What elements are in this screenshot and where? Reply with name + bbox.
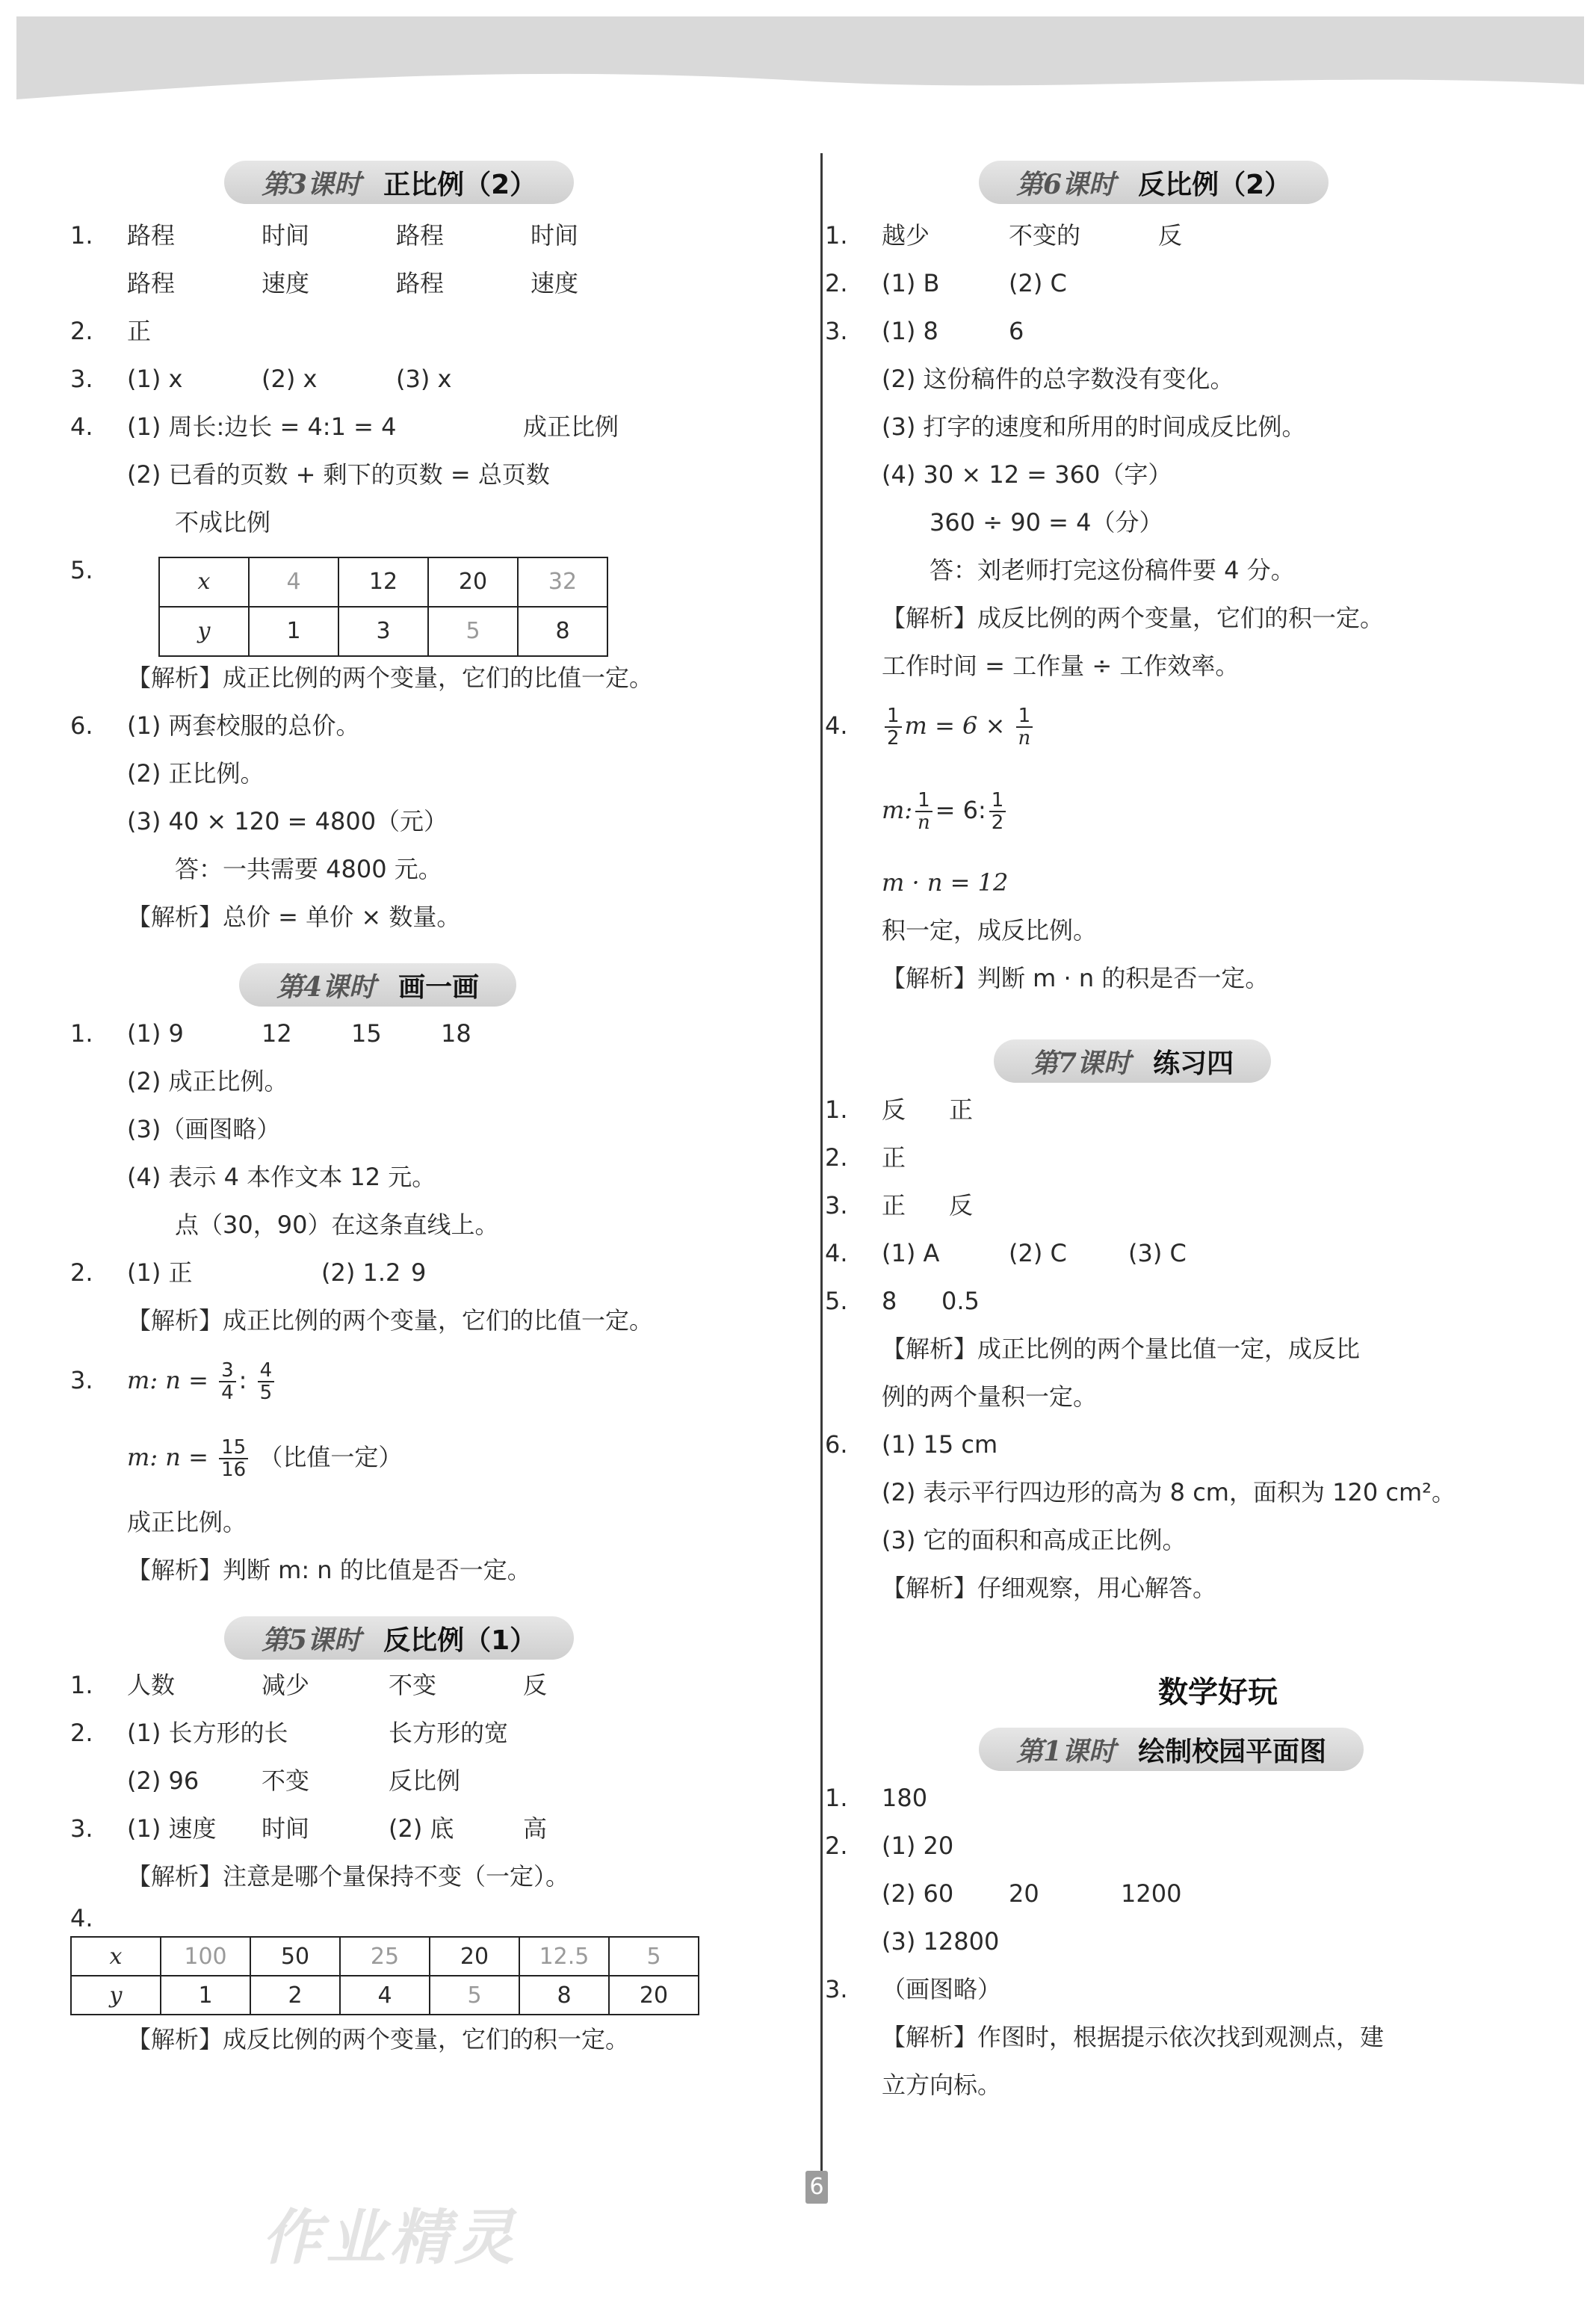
question-number: 1.: [70, 1671, 93, 1699]
answer-text: 答：一共需要 4800 元。: [175, 855, 442, 883]
question-number: 2.: [70, 1719, 93, 1747]
answer-text: 反: [1158, 221, 1183, 250]
answer-line: [882, 498, 1554, 546]
explanation-text: 【解析】成正比例的两个变量，它们的比值一定。: [127, 664, 654, 692]
value-table: [70, 1936, 699, 2015]
question-number: 2.: [70, 317, 93, 345]
answer-text: 速度: [262, 269, 310, 297]
answer-line: [825, 211, 1554, 259]
table-cell: x: [159, 557, 249, 607]
explanation: [127, 1296, 799, 1344]
answer-line: [825, 1086, 1554, 1134]
answer-text: 高: [523, 1814, 548, 1843]
answer-text: 12: [262, 1019, 292, 1048]
lesson-header: [994, 1039, 1271, 1083]
explanation-text: 【解析】作图时，根据提示依次找到观测点，建: [882, 2023, 1385, 2051]
explanation-text: 【解析】成正比例的两个变量，它们的比值一定。: [127, 1306, 654, 1335]
answer-text: (1) x: [127, 365, 183, 393]
answer-text: (1) 两套校服的总价。: [127, 711, 360, 740]
answer-text: 路程: [127, 269, 176, 297]
table-cell: 5: [428, 607, 518, 656]
answer-line: [70, 702, 799, 749]
answer-line: 3. m: n = $\frac{3}{4}$ : $\frac{4}{5}$: [127, 1344, 799, 1416]
answer-line: [825, 1774, 1554, 1822]
answer-text: 反: [523, 1671, 548, 1699]
formula-text: m = 6 ×: [904, 711, 1006, 740]
answer-text: (2) 1.2: [321, 1258, 401, 1287]
explanation-text: 【解析】判断 m · n 的积是否一定。: [882, 964, 1269, 992]
table-cell: 3: [338, 607, 428, 656]
table-cell: 1: [161, 1976, 250, 2015]
answer-text: (1) 15 cm: [882, 1430, 998, 1459]
answer-text: 成正比例: [523, 412, 619, 441]
question-number: 3.: [825, 1975, 848, 2003]
explanation-text: 【解析】注意是哪个量保持不变（一定）。: [127, 1862, 570, 1891]
answer-line: [70, 211, 799, 259]
answer-text: (2) 已看的页数 + 剩下的页数 = 总页数: [127, 460, 550, 489]
answer-text: 360 ÷ 90 = 4（分）: [930, 508, 1163, 537]
explanation-text: 【解析】成反比例的两个变量，它们的积一定。: [882, 604, 1385, 632]
fraction: [258, 1360, 275, 1403]
lesson-header: [224, 1616, 574, 1660]
answer-text: 人数: [127, 1671, 176, 1699]
answer-text: (1) 周长:边长 = 4:1 = 4: [127, 412, 397, 441]
answer-line: [127, 749, 799, 797]
answer-text: (3)（画图略）: [127, 1115, 281, 1143]
answer-text: 路程: [127, 221, 176, 250]
lesson-header: [979, 161, 1329, 204]
answer-text: (3) 它的面积和高成正比例。: [882, 1526, 1187, 1554]
answer-text: 正: [882, 1191, 906, 1220]
answer-text: (1) B: [882, 269, 940, 297]
answer-line: [825, 259, 1554, 307]
answer-text: (3) x: [396, 365, 452, 393]
lesson-topic: 画一画: [398, 971, 480, 1003]
explanation-text: 【解析】判断 m: n 的比值是否一定。: [127, 1556, 531, 1584]
numerator: 1: [885, 705, 902, 728]
explanation-text: 【解析】成反比例的两个变量，它们的积一定。: [127, 2025, 630, 2053]
answer-text: 9: [411, 1258, 427, 1287]
table-cell: 1: [249, 607, 338, 656]
answer-line: [882, 1870, 1554, 1917]
lesson-topic: 反比例（1）: [383, 1625, 537, 1656]
answer-line: [127, 1057, 799, 1105]
answer-line: [127, 1153, 799, 1201]
answer-line: [127, 797, 799, 845]
table-cell: y: [71, 1976, 161, 2015]
fraction: [219, 1437, 248, 1480]
answer-text: (2) 60: [882, 1879, 954, 1908]
answer-text: 时间: [262, 221, 310, 250]
fraction: [885, 705, 902, 749]
answer-line: [70, 546, 799, 644]
question-number: 1.: [825, 221, 848, 250]
table-cell: 5: [430, 1976, 519, 2015]
lesson-number: 第3课时: [262, 168, 362, 200]
table-cell: 8: [518, 607, 607, 656]
answer-text: 点（30，90）在这条直线上。: [175, 1211, 499, 1239]
question-number: 3.: [825, 317, 848, 345]
answer-text: 反: [949, 1191, 974, 1220]
answer-line: [70, 1010, 799, 1057]
answer-text: 反比例: [389, 1767, 461, 1795]
table-cell: 12: [338, 557, 428, 607]
explanation: [882, 594, 1554, 642]
lesson-number: 第7课时: [1031, 1047, 1131, 1079]
answer-line: [825, 1421, 1554, 1468]
explanation-text: 【解析】总价 = 单价 × 数量。: [127, 903, 461, 931]
answer-text: 积一定，成反比例。: [882, 916, 1098, 945]
answer-text: (1) 20: [882, 1832, 954, 1860]
explanation: [127, 1546, 799, 1594]
answer-line: [70, 403, 799, 451]
answer-line: [825, 1181, 1554, 1229]
answer-line: [882, 1917, 1554, 1965]
answer-text: 正: [127, 317, 152, 345]
answer-text: (1) 9: [127, 1019, 184, 1048]
lesson-header: [979, 1728, 1364, 1771]
answer-line: [127, 845, 799, 893]
answer-text: (3) 40 × 120 = 4800（元）: [127, 807, 448, 835]
question-number: 1.: [70, 221, 93, 250]
answer-line: [825, 1134, 1554, 1181]
explanation-text: 立方向标。: [882, 2071, 1002, 2099]
answer-text: 20: [1009, 1879, 1039, 1908]
table-cell: 5: [609, 1937, 699, 1976]
question-number: 3.: [70, 1366, 93, 1394]
answer-line: [825, 1277, 1554, 1325]
denominator: 16: [221, 1459, 247, 1481]
table-cell: 100: [161, 1937, 250, 1976]
value-table: [158, 557, 608, 657]
question-number: 4.: [70, 1904, 93, 1932]
fraction: [915, 790, 932, 833]
question-number: 2.: [825, 1143, 848, 1172]
answer-text: 答：刘老师打完这份稿件要 4 分。: [930, 556, 1295, 584]
answer-line: [825, 307, 1554, 355]
top-banner: [16, 16, 1584, 106]
denominator: n: [918, 812, 930, 834]
question-number: 4.: [70, 412, 93, 441]
answer-line: [70, 1900, 799, 1936]
question-number: 6.: [825, 1430, 848, 1459]
explanation-text: 【解析】仔细观察，用心解答。: [882, 1574, 1217, 1602]
question-number: 4.: [825, 711, 848, 740]
answer-text: (2) 成正比例。: [127, 1067, 288, 1095]
lesson-header: [239, 963, 516, 1007]
answer-line: [70, 1249, 799, 1296]
answer-line: [882, 1516, 1554, 1564]
numerator: 15: [219, 1437, 248, 1459]
answer-line: [127, 1105, 799, 1153]
answer-text: 时间: [531, 221, 579, 250]
answer-text: (1) 长方形的长: [127, 1719, 288, 1747]
answer-text: 正: [949, 1095, 974, 1124]
answer-text: (2) 这份稿件的总字数没有变化。: [882, 365, 1234, 393]
question-number: 4.: [825, 1239, 848, 1267]
answer-text: 反: [882, 1095, 906, 1124]
explanation: [882, 954, 1554, 1002]
table-cell: 12.5: [519, 1937, 609, 1976]
answer-text: (3) C: [1128, 1239, 1187, 1267]
question-number: 5.: [70, 556, 93, 584]
denominator: 4: [221, 1382, 234, 1404]
answer-text: (3) 打字的速度和所用的时间成反比例。: [882, 412, 1306, 441]
answer-line: [882, 355, 1554, 403]
answer-line: [127, 451, 799, 498]
lesson-number: 第4课时: [276, 971, 377, 1003]
answer-text: 越少: [882, 221, 930, 250]
question-number: 1.: [825, 1784, 848, 1812]
answer-text: (2) 表示平行四边形的高为 8 cm，面积为 120 cm²。: [882, 1478, 1456, 1506]
answer-line: [882, 1468, 1554, 1516]
explanation: [882, 642, 1554, 690]
explanation: [882, 2013, 1554, 2061]
answer-text: (1) 8: [882, 317, 938, 345]
explanation: [882, 2061, 1554, 2109]
answer-line: [70, 1805, 799, 1852]
answer-line: [882, 859, 1554, 906]
formula-text: m:: [882, 796, 913, 824]
question-number: 5.: [825, 1287, 848, 1315]
table-cell: 2: [250, 1976, 340, 2015]
answer-text: 长方形的宽: [389, 1719, 509, 1747]
answer-line: [127, 1416, 799, 1498]
answer-line: [825, 1965, 1554, 2013]
answer-line: [70, 307, 799, 355]
question-number: 3.: [70, 1814, 93, 1843]
question-number: 1.: [70, 1019, 93, 1048]
formula-text: m · n = 12: [882, 868, 1009, 897]
answer-line: [882, 546, 1554, 594]
answer-text: 不成比例: [175, 508, 271, 537]
column-divider: [820, 153, 823, 2171]
denominator: n: [1018, 727, 1031, 749]
lesson-topic: 绘制校园平面图: [1138, 1736, 1327, 1767]
answer-line: [127, 259, 799, 307]
table-cell: 32: [518, 557, 607, 607]
table-cell: 20: [430, 1937, 519, 1976]
fraction: [219, 1360, 236, 1403]
wave-decoration: [16, 62, 1584, 107]
page-number: 6: [805, 2171, 828, 2204]
table-cell: 4: [340, 1976, 430, 2015]
answer-text: (4) 表示 4 本作文本 12 元。: [127, 1163, 436, 1191]
question-number: 1.: [825, 1095, 848, 1124]
answer-text: 不变的: [1009, 221, 1081, 250]
answer-text: （画图略）: [882, 1975, 1002, 2003]
answer-line: [70, 355, 799, 403]
answer-text: （比值一定）: [259, 1443, 403, 1471]
answer-text: 180: [882, 1784, 928, 1812]
table-cell: 8: [519, 1976, 609, 2015]
answer-text: 不变: [262, 1767, 310, 1795]
answer-text: 时间: [262, 1814, 310, 1843]
numerator: 1: [989, 790, 1006, 812]
table-cell: 20: [428, 557, 518, 607]
answer-text: 减少: [262, 1671, 310, 1699]
question-number: 3.: [825, 1191, 848, 1220]
answer-text: (1) A: [882, 1239, 940, 1267]
lesson-topic: 正比例（2）: [383, 169, 537, 200]
answer-text: 正: [882, 1143, 906, 1172]
lesson-number: 第1课时: [1016, 1735, 1116, 1767]
answer-line: [127, 1498, 799, 1546]
denominator: 2: [887, 727, 900, 749]
table-cell: 20: [609, 1976, 699, 2015]
explanation: [882, 1325, 1554, 1373]
answer-text: 不变: [389, 1671, 437, 1699]
explanation: [127, 2015, 799, 2063]
explanation: [127, 1852, 799, 1900]
answer-line: [825, 1229, 1554, 1277]
numerator: 1: [1016, 705, 1033, 728]
answer-line: [127, 1757, 799, 1805]
denominator: 2: [991, 812, 1004, 834]
numerator: 1: [915, 790, 932, 812]
table-cell: 25: [340, 1937, 430, 1976]
table-cell: 50: [250, 1937, 340, 1976]
formula-label: m: n =: [127, 1366, 208, 1394]
answer-text: (3) 12800: [882, 1927, 1000, 1956]
answer-text: (2) C: [1009, 1239, 1067, 1267]
answer-text: 18: [441, 1019, 471, 1048]
lesson-topic: 反比例（2）: [1138, 169, 1292, 200]
question-number: 2.: [825, 269, 848, 297]
question-number: 2.: [70, 1258, 93, 1287]
answer-text: 1200: [1121, 1879, 1182, 1908]
explanation: [127, 654, 799, 702]
explanation: [882, 1564, 1554, 1612]
answer-text: (4) 30 × 12 = 360（字）: [882, 460, 1172, 489]
answer-line: [127, 1201, 799, 1249]
question-number: 3.: [70, 365, 93, 393]
answer-text: (2) 正比例。: [127, 759, 265, 788]
table-cell: y: [159, 607, 249, 656]
left-column: [70, 161, 799, 2063]
formula-text: = 6:: [935, 796, 986, 824]
fraction: [989, 790, 1006, 833]
answer-text: (2) 96: [127, 1767, 200, 1795]
watermark: 作业精灵: [262, 2203, 519, 2272]
answer-line: [825, 690, 1554, 761]
answer-text: (1) 速度: [127, 1814, 217, 1843]
explanation: [127, 893, 799, 941]
question-number: 6.: [70, 711, 93, 740]
formula-label: m: n =: [127, 1443, 208, 1471]
numerator: 4: [258, 1360, 275, 1382]
answer-line: [882, 906, 1554, 954]
explanation-text: 例的两个量积一定。: [882, 1382, 1098, 1411]
answer-text: 路程: [396, 269, 445, 297]
answer-line: [882, 451, 1554, 498]
lesson-topic: 练习四: [1153, 1048, 1234, 1079]
denominator: 5: [259, 1382, 273, 1404]
answer-text: 15: [351, 1019, 382, 1048]
question-number: 2.: [825, 1832, 848, 1860]
answer-text: 8: [882, 1287, 897, 1315]
answer-text: 0.5: [941, 1287, 980, 1315]
lesson-number: 第5课时: [262, 1624, 362, 1656]
explanation-text: 【解析】成正比例的两个量比值一定，成反比: [882, 1335, 1361, 1363]
table-cell: 4: [249, 557, 338, 607]
table-cell: x: [71, 1937, 161, 1976]
answer-text: (2) 底: [389, 1814, 454, 1843]
lesson-header: [224, 161, 574, 204]
answer-text: (2) C: [1009, 269, 1067, 297]
answer-line: [70, 1709, 799, 1757]
answer-line: [127, 498, 799, 546]
lesson-number: 第6课时: [1016, 168, 1116, 200]
answer-line: [825, 1822, 1554, 1870]
answer-line: [882, 403, 1554, 451]
answer-text: 6: [1009, 317, 1024, 345]
answer-text: 速度: [531, 269, 579, 297]
answer-text: 成正比例。: [127, 1508, 247, 1536]
answer-line: [70, 1661, 799, 1709]
answer-text: (1) 正: [127, 1258, 193, 1287]
answer-text: (2) x: [262, 365, 318, 393]
right-column: [825, 161, 1554, 2109]
numerator: 3: [219, 1360, 236, 1382]
explanation: [882, 1373, 1554, 1421]
section-title: 数学好玩: [1158, 1675, 1278, 1710]
explanation-text: 工作时间 = 工作量 ÷ 工作效率。: [882, 652, 1240, 680]
answer-line: [882, 761, 1554, 859]
fraction: [1016, 705, 1033, 749]
answer-text: 路程: [396, 221, 445, 250]
